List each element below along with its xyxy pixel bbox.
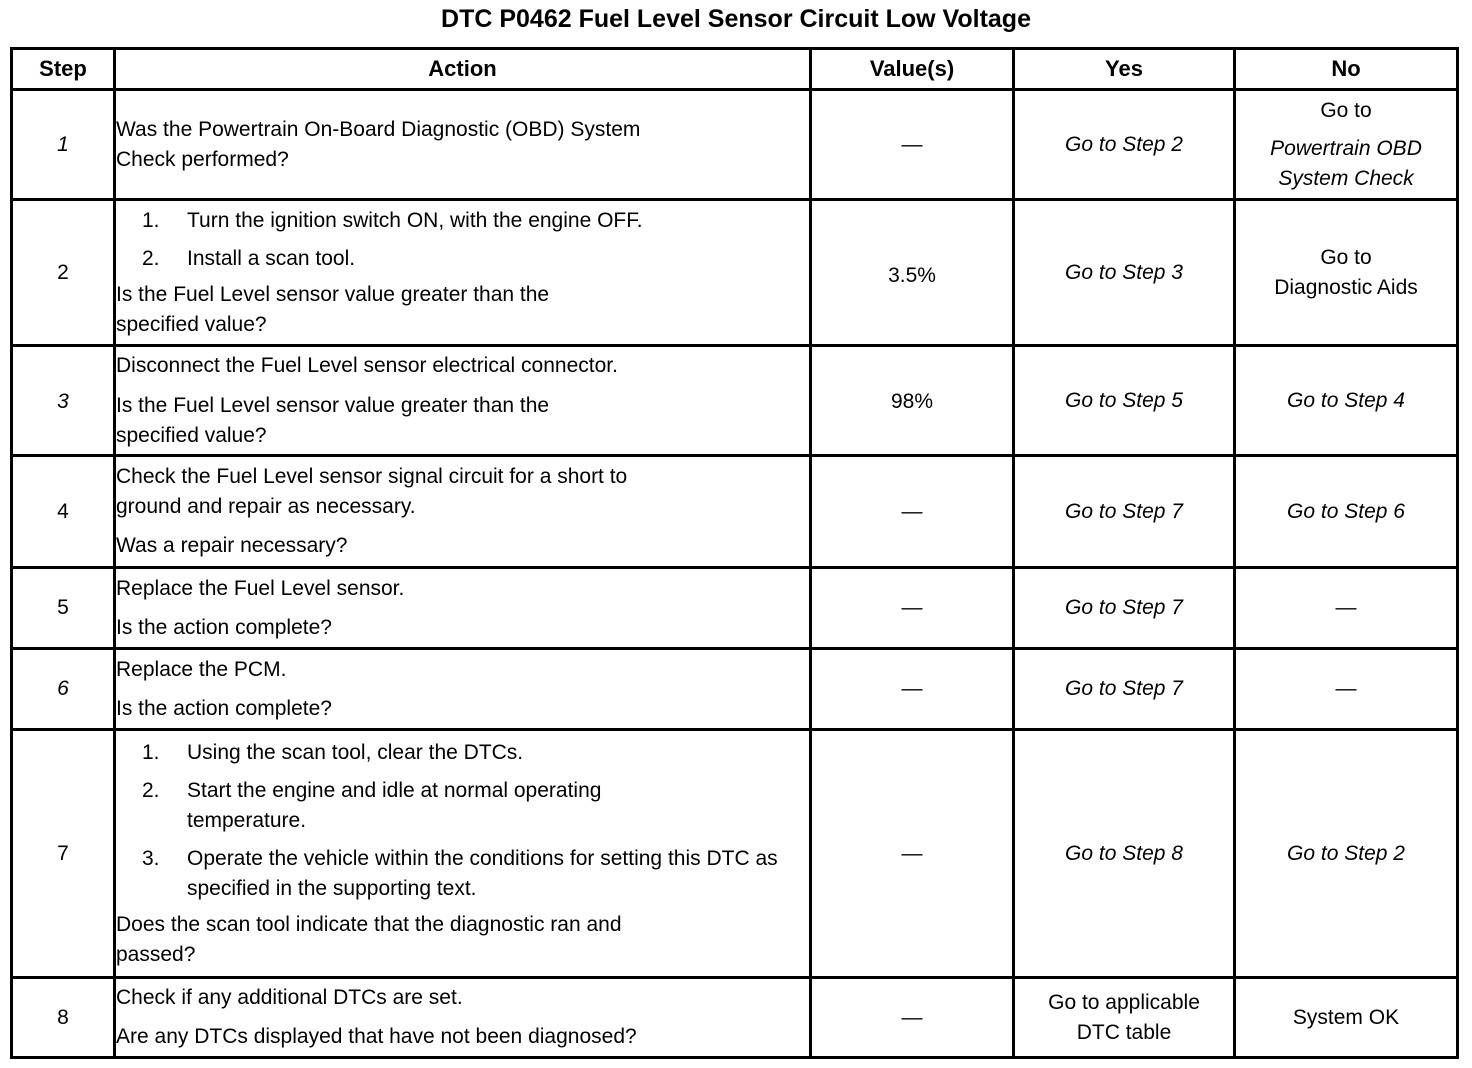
header-no: No: [1235, 49, 1458, 90]
yes-cell: [1014, 456, 1235, 568]
dash-value: —: [901, 132, 923, 156]
yes-link[interactable]: Go to Step 8: [1065, 841, 1183, 865]
item-text: Install a scan tool.: [187, 246, 356, 270]
action-question: Are any DTCs displayed that have not been diagnosed?: [116, 1025, 637, 1048]
yes-link-line1[interactable]: Go to applicable: [1048, 990, 1200, 1014]
action-cell: [115, 200, 811, 346]
value-cell: 3.5%: [811, 200, 1014, 346]
yes-link[interactable]: Go to Step 2: [1065, 132, 1183, 156]
value-cell: —: [811, 649, 1014, 730]
yes-cell: [1014, 649, 1235, 730]
page-title: DTC P0462 Fuel Level Sensor Circuit Low Voltage: [441, 5, 1031, 33]
table-row-step-8: [12, 978, 1458, 1058]
table-row-step-1: [12, 90, 1458, 200]
diagnostic-table: [10, 47, 1459, 1059]
action-cell: [115, 649, 811, 730]
table-row-step-7: [12, 730, 1458, 978]
yes-cell: [1014, 200, 1235, 346]
yes-link[interactable]: Go to Step 7: [1065, 596, 1183, 619]
item-number: 1.: [142, 208, 160, 232]
action-cell: [115, 730, 811, 978]
action-question: Is the action complete?: [116, 696, 332, 720]
table-header-row: [12, 49, 1458, 90]
no-link-line2[interactable]: System Check: [1278, 166, 1414, 190]
action-list-item: [116, 738, 776, 768]
no-cell: [1235, 90, 1458, 200]
table-row-step-4: [12, 456, 1458, 568]
no-link-line1[interactable]: Powertrain OBD: [1270, 136, 1422, 160]
no-prefix: Go to: [1320, 98, 1372, 122]
action-cell: [115, 978, 811, 1058]
no-cell: —: [1235, 649, 1458, 730]
item-number: 2.: [142, 246, 160, 270]
value-cell: [811, 90, 1014, 200]
table-row-step-6: [12, 649, 1458, 730]
action-question: Does the scan tool indicate that the diagnostic ran and: [116, 912, 622, 936]
item-text: Turn the ignition switch ON, with the engine OFF.: [187, 208, 643, 232]
action-line: Was the Powertrain On-Board Diagnostic (OBD) System: [116, 117, 641, 141]
action-line: Check the Fuel Level sensor signal circuit for a short to: [116, 465, 628, 488]
value-cell: 98%: [811, 346, 1014, 456]
step-number: 4: [12, 456, 115, 568]
yes-cell: [1014, 346, 1235, 456]
no-link[interactable]: Go to Step 6: [1287, 499, 1405, 523]
value-cell: —: [811, 730, 1014, 978]
action-line: Replace the PCM.: [116, 657, 287, 681]
yes-link-line2[interactable]: DTC table: [1076, 1020, 1172, 1044]
action-list-item: [116, 776, 707, 836]
action-question: specified value?: [116, 312, 267, 336]
item-text: Operate the vehicle within the conditions for setting this DTC as specified in the supporting text.: [187, 846, 778, 900]
step-number: 1: [12, 90, 115, 200]
action-question: Was a repair necessary?: [116, 534, 348, 557]
yes-cell: [1014, 730, 1235, 978]
no-line1: Go to: [1320, 245, 1372, 269]
item-text: Start the engine and idle at normal operating temperature.: [187, 778, 602, 832]
action-cell: [115, 456, 811, 568]
header-values: Value(s): [811, 49, 1014, 90]
action-list-item: [116, 844, 787, 904]
value-cell: —: [811, 568, 1014, 649]
action-cell: [115, 90, 811, 200]
value-cell: —: [811, 456, 1014, 568]
action-line: Disconnect the Fuel Level sensor electrical connector.: [116, 353, 618, 377]
yes-cell: [1014, 568, 1235, 649]
yes-cell: [1014, 90, 1235, 200]
action-question: Is the Fuel Level sensor value greater than the: [116, 393, 550, 417]
action-line: ground and repair as necessary.: [116, 495, 416, 518]
step-number: 8: [12, 978, 115, 1058]
yes-link[interactable]: Go to Step 3: [1065, 260, 1183, 284]
no-link[interactable]: Go to Step 4: [1287, 388, 1405, 412]
no-link[interactable]: Go to Step 2: [1287, 841, 1405, 865]
item-number: 1.: [142, 740, 160, 764]
item-text: Using the scan tool, clear the DTCs.: [187, 740, 524, 764]
step-number: 3: [12, 346, 115, 456]
value-cell: —: [811, 978, 1014, 1058]
header-action: Action: [115, 49, 811, 90]
table-row-step-5: [12, 568, 1458, 649]
action-cell: [115, 568, 811, 649]
no-cell: [1235, 346, 1458, 456]
action-line: Replace the Fuel Level sensor.: [116, 576, 405, 600]
action-list-item: [116, 244, 809, 274]
header-step: Step: [12, 49, 115, 90]
yes-link[interactable]: Go to Step 7: [1065, 499, 1183, 523]
action-question: Is the Fuel Level sensor value greater than the: [116, 282, 550, 306]
yes-cell: [1014, 978, 1235, 1058]
step-number: 7: [12, 730, 115, 978]
step-number: 5: [12, 568, 115, 649]
no-cell: [1235, 730, 1458, 978]
no-cell: —: [1235, 568, 1458, 649]
action-line: Check performed?: [116, 147, 289, 171]
step-number: 2: [12, 200, 115, 346]
step-number: 6: [12, 649, 115, 730]
item-number: 2.: [142, 778, 160, 802]
action-list: [116, 738, 776, 904]
action-question: passed?: [116, 942, 196, 966]
yes-link[interactable]: Go to Step 5: [1065, 388, 1183, 412]
no-cell: [1235, 456, 1458, 568]
item-number: 3.: [142, 846, 160, 870]
action-list: [116, 206, 809, 274]
action-line: Check if any additional DTCs are set.: [116, 986, 463, 1009]
header-yes: Yes: [1014, 49, 1235, 90]
no-cell: System OK: [1235, 978, 1458, 1058]
action-list-item: [116, 206, 809, 236]
yes-link[interactable]: Go to Step 7: [1065, 677, 1183, 700]
table-row-step-2: [12, 200, 1458, 346]
no-cell: [1235, 200, 1458, 346]
no-link[interactable]: Diagnostic Aids: [1274, 275, 1418, 299]
action-question: Is the action complete?: [116, 615, 332, 639]
action-question: specified value?: [116, 423, 267, 447]
table-row-step-3: [12, 346, 1458, 456]
action-cell: [115, 346, 811, 456]
